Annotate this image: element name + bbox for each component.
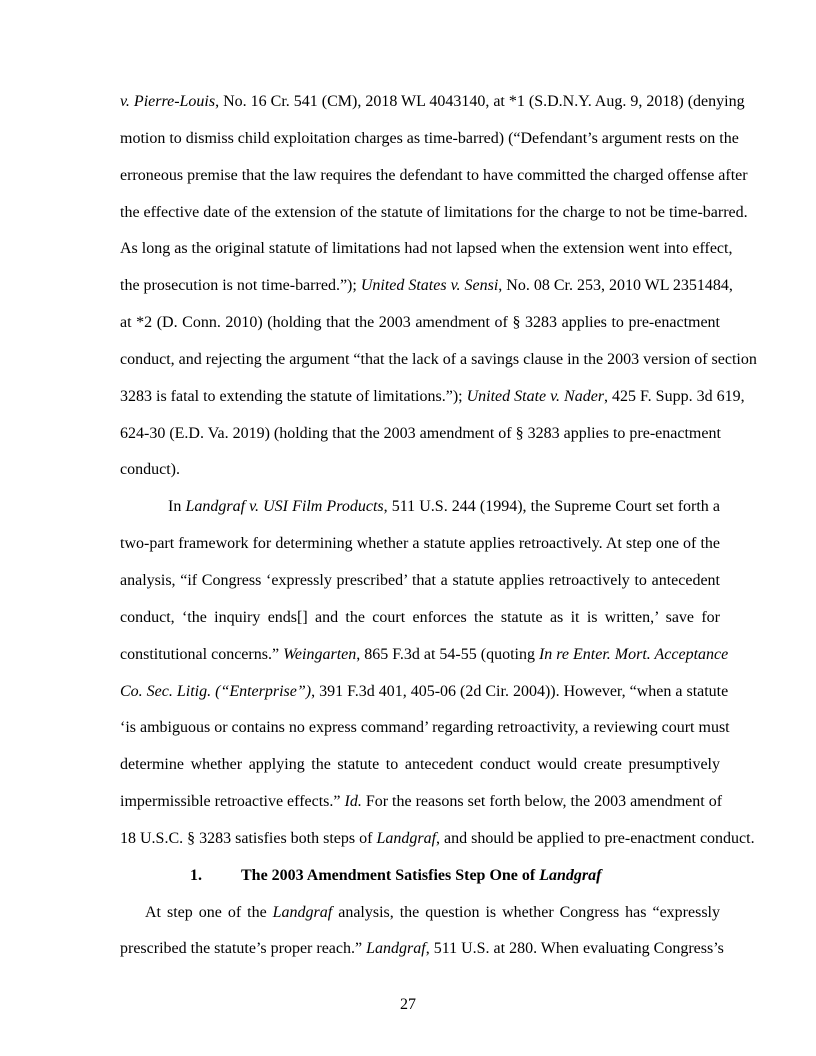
text-line [120, 821, 755, 858]
text-line [120, 158, 748, 195]
text-segment: conduct). [120, 461, 180, 479]
text-segment: 624-30 (E.D. Va. 2019) (holding that the 2003 amendment of § 3283 applies to pre-enactment [120, 424, 721, 442]
text-segment: conduct, ‘the inquiry ends[] and the court enforces the statute as it is written,’ save for [120, 608, 720, 626]
text-segment: impermissible retroactive effects.” [120, 793, 345, 811]
citation-italic: Landgraf [539, 866, 602, 884]
page-number: 27 [400, 996, 416, 1013]
citation-italic: Landgraf [272, 903, 333, 921]
text-line [120, 342, 757, 379]
text-line [120, 489, 720, 526]
text-segment: ‘is ambiguous or contains no express command’ regarding retroactivity, a reviewing court must [120, 719, 730, 737]
text-segment: , No. 16 Cr. 541 (CM), 2018 WL 4043140, at *1 (S.D.N.Y. Aug. 9, 2018) (denying [215, 93, 745, 110]
text-segment: analysis, “if Congress ‘expressly prescribed’ that a statute applies retroactively to antecedent [120, 571, 720, 589]
text-segment: , 865 F.3d at 54-55 (quoting [356, 645, 539, 663]
citation-italic: Landgraf v. USI Film Products [185, 498, 384, 516]
text-line [120, 526, 720, 563]
text-segment: motion to dismiss child exploitation charges as time-barred) (“Defendant’s argument rests on the [120, 129, 739, 147]
text-segment: In [168, 498, 186, 516]
text-segment: at *2 (D. Conn. 2010) (holding that the 2003 amendment of § 3283 applies to pre-enactment [120, 314, 720, 332]
text-segment: , 511 U.S. 244 (1994), the Supreme Court set forth a [383, 498, 721, 516]
text-segment: , 511 U.S. at 280. When evaluating Congress’s [425, 940, 724, 958]
text-segment: For the reasons set forth below, the 2003 amendment of [361, 793, 723, 811]
citation-italic: v. Pierre-Louis [120, 93, 216, 110]
citation-italic: United States v. Sensi [360, 277, 499, 295]
text-segment: , No. 08 Cr. 253, 2010 WL 2351484, [498, 277, 733, 295]
text-segment: conduct, and rejecting the argument “that the lack of a savings clause in the 2003 version of section [120, 350, 757, 368]
text-line [120, 84, 745, 121]
text-line [120, 452, 720, 489]
section-heading [120, 858, 720, 895]
text-segment: 3283 is fatal to extending the statute of limitations.”); [120, 387, 467, 405]
text-segment: At step one of the [145, 903, 273, 921]
text-segment: , 425 F. Supp. 3d 619, [604, 387, 745, 405]
text-segment: As long as the original statute of limitations had not lapsed when the extension went into effect, [120, 240, 733, 258]
text-line [120, 379, 745, 416]
text-line [120, 710, 730, 747]
text-line [120, 895, 720, 932]
text-segment: the prosecution is not time-barred.”); [120, 277, 361, 295]
text-line [120, 637, 729, 674]
citation-italic: Landgraf [376, 829, 437, 847]
text-segment: prescribed the statute’s proper reach.” [120, 940, 367, 958]
text-segment: analysis, the question is whether Congress has “expressly [332, 903, 721, 921]
text-line [120, 121, 739, 158]
text-segment: the effective date of the extension of the statute of limitations for the charge to not be time-barred. [120, 203, 748, 221]
text-segment: determine whether applying the statute to antecedent conduct would create presumptively [120, 756, 720, 774]
text-segment: two-part framework for determining whether a statute applies retroactively. At step one of the [120, 535, 720, 553]
text-segment: erroneous premise that the law requires the defendant to have committed the charged offense after [120, 166, 748, 184]
citation-italic: In re Enter. Mort. Acceptance [538, 645, 729, 663]
citation-italic: Weingarten [283, 645, 357, 663]
text-line [120, 674, 729, 711]
text-line [120, 231, 733, 268]
text-line [120, 784, 723, 821]
text-segment: , 391 F.3d 401, 405-06 (2d Cir. 2004)). However, “when a statute [311, 682, 729, 700]
text-line [120, 195, 748, 232]
citation-italic: United State v. Nader [466, 387, 605, 405]
text-line [120, 747, 720, 784]
text-segment: constitutional concerns.” [120, 645, 284, 663]
text-line [120, 563, 720, 600]
text-segment: The 2003 Amendment Satisfies Step One of [241, 866, 540, 884]
text-segment: 18 U.S.C. § 3283 satisfies both steps of [120, 829, 377, 847]
text-line [120, 416, 720, 453]
text-segment: , and should be applied to pre-enactment conduct. [436, 829, 755, 847]
document-body [120, 84, 757, 968]
citation-italic: Co. Sec. Litig. (“Enterprise”) [120, 682, 312, 700]
text-line [120, 600, 720, 637]
citation-italic: Id. [344, 793, 362, 811]
text-line [120, 268, 733, 305]
text-line [120, 305, 720, 342]
section-number: 1. [190, 866, 202, 884]
text-line [120, 931, 724, 968]
citation-italic: Landgraf [366, 940, 426, 958]
